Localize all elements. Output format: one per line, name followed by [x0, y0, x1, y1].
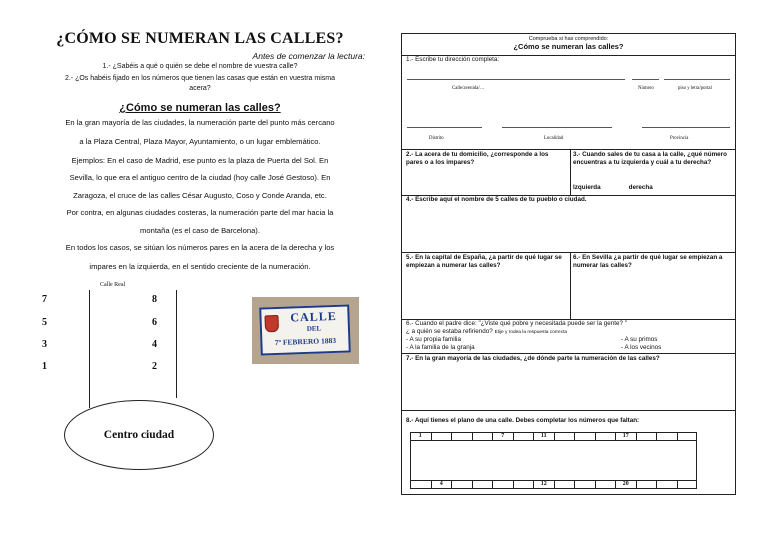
street-plan-even-cell[interactable]	[451, 480, 472, 489]
question-6b-hint: Elije y rodea la respuesta correcta	[494, 330, 568, 335]
option-own-family[interactable]: - A su propia familia	[406, 336, 461, 343]
reading-line: a la Plaza Central, Plaza Mayor, Ayuntamiento, o un lugar emblemático.	[79, 137, 321, 146]
floor-field-label: piso y letra/portal	[678, 86, 712, 91]
option-neighbours[interactable]: - A los vecinos	[621, 344, 662, 351]
reading-line: impares en la izquierda, en el sentido creciente de la numeración.	[89, 262, 311, 271]
option-cousins[interactable]: - A su primos	[621, 336, 658, 343]
street-plan-odd-cell[interactable]	[451, 432, 472, 441]
number-answer-line[interactable]	[632, 79, 659, 80]
pre-question-2	[40, 74, 360, 94]
house-number-odd: 7	[42, 294, 47, 305]
street-plan-even-cell[interactable]: 12	[533, 480, 554, 489]
street-plan-odd-cell[interactable]	[656, 432, 677, 441]
street-plan-even-cell[interactable]	[410, 480, 431, 489]
reading-line: Ejemplos: En el caso de Madrid, ese punto es la plaza de Puerta del Sol. En	[71, 156, 329, 165]
house-number-even: 6	[152, 317, 157, 328]
street-plan-even-cell[interactable]: 4	[431, 480, 452, 489]
worksheet-title: ¿Cómo se numeran las calles?	[513, 42, 624, 51]
street-edge-right	[176, 290, 177, 398]
question-3: 3.- Cuando sales de tu casa a la calle, ¿qué número encuentras a tu izquierda y cuál a tu derecha?	[573, 151, 727, 167]
question-7: 7.- En la gran mayoría de las ciudades, ¿de dónde parte la numeración de las calles?	[406, 355, 660, 362]
street-plan-bottom-cells	[410, 480, 697, 489]
street-plan-odd-cell[interactable]	[513, 432, 534, 441]
house-number-even: 8	[152, 294, 157, 305]
street-sign-line2: DEL	[306, 324, 322, 333]
street-edge-left	[89, 290, 90, 408]
before-reading-label: Antes de comenzar la lectura:	[252, 51, 365, 61]
locality-field-label: Localidad	[544, 136, 564, 141]
street-plan-even-cell[interactable]: 20	[615, 480, 636, 489]
question-6: 6.- En Sevilla ¿a partir de qué lugar se empiezan a numerar las calles?	[573, 254, 723, 270]
street-plan-top-cells	[410, 432, 697, 441]
number-field-label: Número	[638, 86, 654, 91]
question-1: 1.- Escribe tu dirección completa:	[406, 56, 500, 63]
question-3-answer-labels: Izquierda derecha	[573, 184, 653, 191]
street-plan-odd-cell[interactable]	[554, 432, 575, 441]
question-6b-prompt: ¿ a quién se estaba refiriendo?	[406, 328, 493, 335]
house-number-odd: 5	[42, 317, 47, 328]
worksheet-header-small: Comprueba si has comprendido:	[528, 36, 609, 42]
house-number-odd: 1	[42, 361, 47, 372]
district-answer-line[interactable]	[407, 127, 482, 128]
coat-of-arms-icon	[264, 315, 279, 332]
street-plan-odd-cell[interactable]	[595, 432, 616, 441]
city-center-label: Centro ciudad	[103, 429, 175, 441]
street-sign-line1: CALLE	[290, 308, 337, 325]
house-number-even: 2	[152, 361, 157, 372]
pre-question-2-line1: 2.- ¿Os habéis fijado en los números que tienen las casas que están en vuestra misma	[64, 75, 336, 82]
province-answer-line[interactable]	[642, 127, 730, 128]
option-farm-family[interactable]: - A la familia de la granja	[406, 344, 475, 351]
street-answer-line[interactable]	[407, 79, 625, 80]
street-plan-odd-cell[interactable]: 17	[615, 432, 636, 441]
page-title: ¿CÓMO SE NUMERAN LAS CALLES?	[56, 30, 344, 47]
street-plan-road	[410, 440, 697, 481]
street-plan-odd-cell[interactable]	[677, 432, 698, 441]
question-5: 5.- En la capital de España, ¿a partir de qué lugar se empiezan a numerar las calles?	[406, 254, 562, 270]
street-plan-odd-cell[interactable]: 7	[492, 432, 513, 441]
street-plan-even-cell[interactable]	[472, 480, 493, 489]
question-6b-line1: 6.- Cuando el padre dice: "¿Viste qué pobre y necesitada puede ser la gente? "	[406, 320, 628, 327]
worksheet	[401, 33, 736, 495]
province-field-label: Provincia	[670, 136, 689, 141]
street-plan-even-cell[interactable]	[636, 480, 657, 489]
street-name-label: Calle Real	[100, 282, 126, 288]
reading-line: montaña (es el caso de Barcelona).	[140, 226, 260, 235]
street-sign-plate	[259, 304, 351, 355]
street-plan-odd-cell[interactable]: 1	[418, 433, 422, 439]
street-plan-even-cell[interactable]	[492, 480, 513, 489]
question-8: 8.- Aquí tienes el plano de una calle. Debes completar los números que faltan:	[406, 417, 640, 424]
street-plan-odd-cell[interactable]	[636, 432, 657, 441]
reading-line: Sevilla, lo que era el antiguo centro de la ciudad (hoy calle José Gestoso). En	[69, 173, 331, 182]
street-plan-even-cell[interactable]	[677, 480, 698, 489]
reading-title: ¿Cómo se numeran las calles?	[119, 102, 281, 114]
house-number-even: 4	[152, 339, 157, 350]
street-plan-odd-cell[interactable]	[574, 432, 595, 441]
street-sign-line3: 7º FEBRERO 1883	[274, 335, 337, 348]
house-number-odd: 3	[42, 339, 47, 350]
street-plan-odd-cell[interactable]: 11	[533, 432, 554, 441]
street-plan-odd-cell[interactable]	[472, 432, 493, 441]
question-2: 2.- La acera de tu domicilio, ¿corresponde a los pares o a los impares?	[406, 151, 549, 167]
street-field-label: Calle/avenida/…	[452, 86, 485, 91]
district-field-label: Distrito	[429, 136, 444, 141]
street-plan-even-cell[interactable]	[513, 480, 534, 489]
reading-line: En la gran mayoría de las ciudades, la numeración parte del punto más cercano	[65, 118, 335, 127]
floor-answer-line[interactable]	[664, 79, 730, 80]
reading-line: Por contra, en algunas ciudades costeras, la numeración parte del mar hacia la	[66, 208, 334, 217]
street-plan-even-cell[interactable]	[554, 480, 575, 489]
street-plan-even-cell[interactable]	[656, 480, 677, 489]
pre-question-1: 1.- ¿Sabéis a qué o quién se debe el nombre de vuestra calle?	[102, 63, 298, 70]
street-plan-grid	[410, 432, 697, 490]
street-plan-even-cell[interactable]	[595, 480, 616, 489]
street-plan-odd-cell[interactable]	[431, 432, 452, 441]
locality-answer-line[interactable]	[502, 127, 612, 128]
question-4: 4.- Escribe aquí el nombre de 5 calles de tu pueblo o ciudad.	[406, 196, 587, 203]
pre-question-2-line2: acera?	[189, 85, 211, 92]
city-center-ellipse	[64, 400, 214, 470]
reading-line: Zaragoza, el cruce de las calles César Augusto, Coso y Conde Aranda, etc.	[73, 191, 327, 200]
street-plan-even-cell[interactable]	[574, 480, 595, 489]
reading-line: En todos los casos, se sitúan los números pares en la acera de la derecha y los	[65, 243, 335, 252]
street-sign-photo	[252, 297, 359, 364]
